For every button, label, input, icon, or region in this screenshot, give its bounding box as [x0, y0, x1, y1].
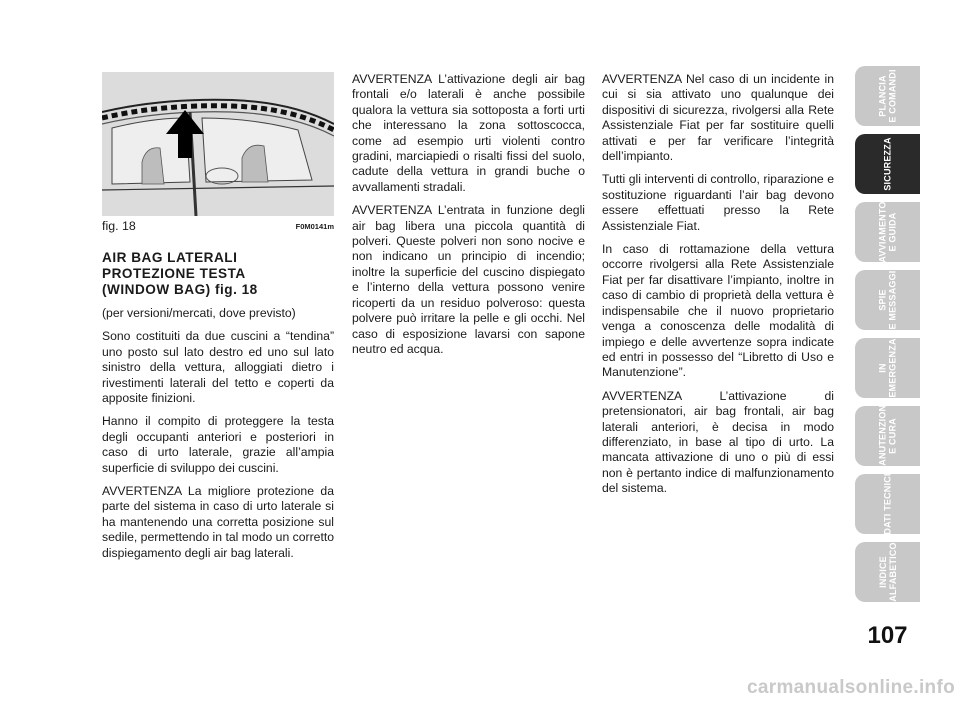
tab-indice-alfabetico[interactable] [855, 542, 920, 602]
tab-label: SPIE [877, 289, 888, 311]
column-2 [352, 72, 585, 365]
tab-label: EMERGENZA [887, 338, 898, 398]
tab-label: PLANCIA [877, 75, 888, 117]
tab-label: E COMANDI [887, 69, 898, 123]
tab-spie-e-messaggi[interactable] [855, 270, 920, 330]
tab-plancia-e-comandi[interactable] [855, 66, 920, 126]
section-subtitle: (per versioni/mercati, dove previsto) [102, 306, 296, 320]
section-title-line: PROTEZIONE TESTA [102, 266, 246, 281]
column-3 [602, 72, 834, 505]
paragraph: AVVERTENZA L’attivazione degli air bag frontali e/o laterali è anche possibile qualora la vettura sia sottoposta a forti urti che interessano la zona sottoscocca, come ad esempio urti violenti contro gradini, marciapiedi o risalti fissi del suolo, cadute della vettura in grandi buche o avvallamenti stradali. [352, 72, 585, 194]
tab-label: IN [877, 363, 888, 373]
paragraph: AVVERTENZA Nel caso di un incidente in cui si sia attivato uno qualunque dei dispositivi di sicurezza, rivolgersi alla Rete Assistenziale Fiat per far sostituire quelli attivati e per far verificare l’integrità dell’impianto. [602, 72, 834, 164]
paragraph: AVVERTENZA L’entrata in funzione degli air bag libera una piccola quantità di polveri. Queste polveri non sono nocive e non indicano un principio di incendio; inoltre la superficie del cuscino dispiegato e l’interno della vettura possono venire ricoperti da un residuo polveroso: questa polvere può irritare la pelle e gli occhi. Nel caso di esposizione lavarsi con sapone neutro ed acqua. [352, 203, 585, 356]
tab-label: MANUTENZIONE [877, 398, 888, 474]
column-1 [102, 250, 334, 569]
figure-window-bag [102, 72, 334, 216]
tab-in-emergenza[interactable] [855, 338, 920, 398]
figure-code: F0M0141m [295, 222, 334, 231]
paragraph: Sono costituiti da due cuscini a “tendina” uno posto sul lato destro ed uno sul lato sinistro della vettura, alloggiati dietro i rivestimenti laterali del tetto e coperti da apposite finizioni. [102, 329, 334, 406]
tab-label: E MESSAGGI [887, 270, 898, 330]
tab-avviamento-e-guida[interactable] [855, 202, 920, 262]
figure-label: fig. 18 [102, 219, 136, 233]
car-side-window-illustration [102, 72, 334, 216]
tab-label: AVVIAMENTO [877, 201, 888, 263]
paragraph: Tutti gli interventi di controllo, riparazione e sostituzione riguardanti l’air bag devono essere effettuati presso la Rete Assistenziale Fiat. [602, 172, 834, 233]
tab-label: DATI TECNICI [882, 473, 893, 535]
paragraph: AVVERTENZA L’attivazione di pretensionatori, air bag frontali, air bag laterali anteriori, è decisa in modo differenziato, in base al tipo di urto. La mancata attivazione di uno o più di essi non è pertanto indice di malfunzionamento del sistema. [602, 388, 834, 496]
tab-dati-tecnici[interactable] [855, 474, 920, 534]
section-title [102, 250, 334, 298]
section-title-line: AIR BAG LATERALI [102, 250, 238, 265]
watermark: carmanualsonline.info [747, 677, 955, 698]
tab-label: SICUREZZA [882, 137, 893, 191]
tab-sicurezza[interactable] [855, 134, 920, 194]
section-title-line: (WINDOW BAG) fig. 18 [102, 282, 258, 297]
paragraph: AVVERTENZA La migliore protezione da parte del sistema in caso di urto laterale si ha mantenendo una corretta posizione sul sedile, permettendo in tal modo un corretto dispiegamento degli air bag laterali. [102, 484, 334, 560]
tab-manutenzione-e-cura[interactable] [855, 398, 920, 474]
paragraph: Hanno il compito di proteggere la testa degli occupanti anteriori e posteriori in caso di urto laterale, grazie all’ampia superficie di sviluppo dei cuscini. [102, 414, 334, 475]
page-number: 107 [867, 622, 908, 649]
tab-label: E CURA [887, 418, 898, 454]
paragraph: In caso di rottamazione della vettura occorre rivolgersi alla Rete Assistenziale Fiat per far disattivare l’impianto, inoltre in caso di cambio di proprietà della vettura è indispensabile che il nuovo proprietario venga a conoscenza delle modalità di impiego e delle avvertenze sopra indicate ed entri in possesso del “Libretto di Uso e Manutenzione”. [602, 242, 834, 380]
tab-label: ALFABETICO [887, 542, 898, 602]
tab-label: INDICE [877, 556, 888, 588]
figure-caption [102, 219, 334, 235]
tab-label: E GUIDA [887, 212, 898, 252]
